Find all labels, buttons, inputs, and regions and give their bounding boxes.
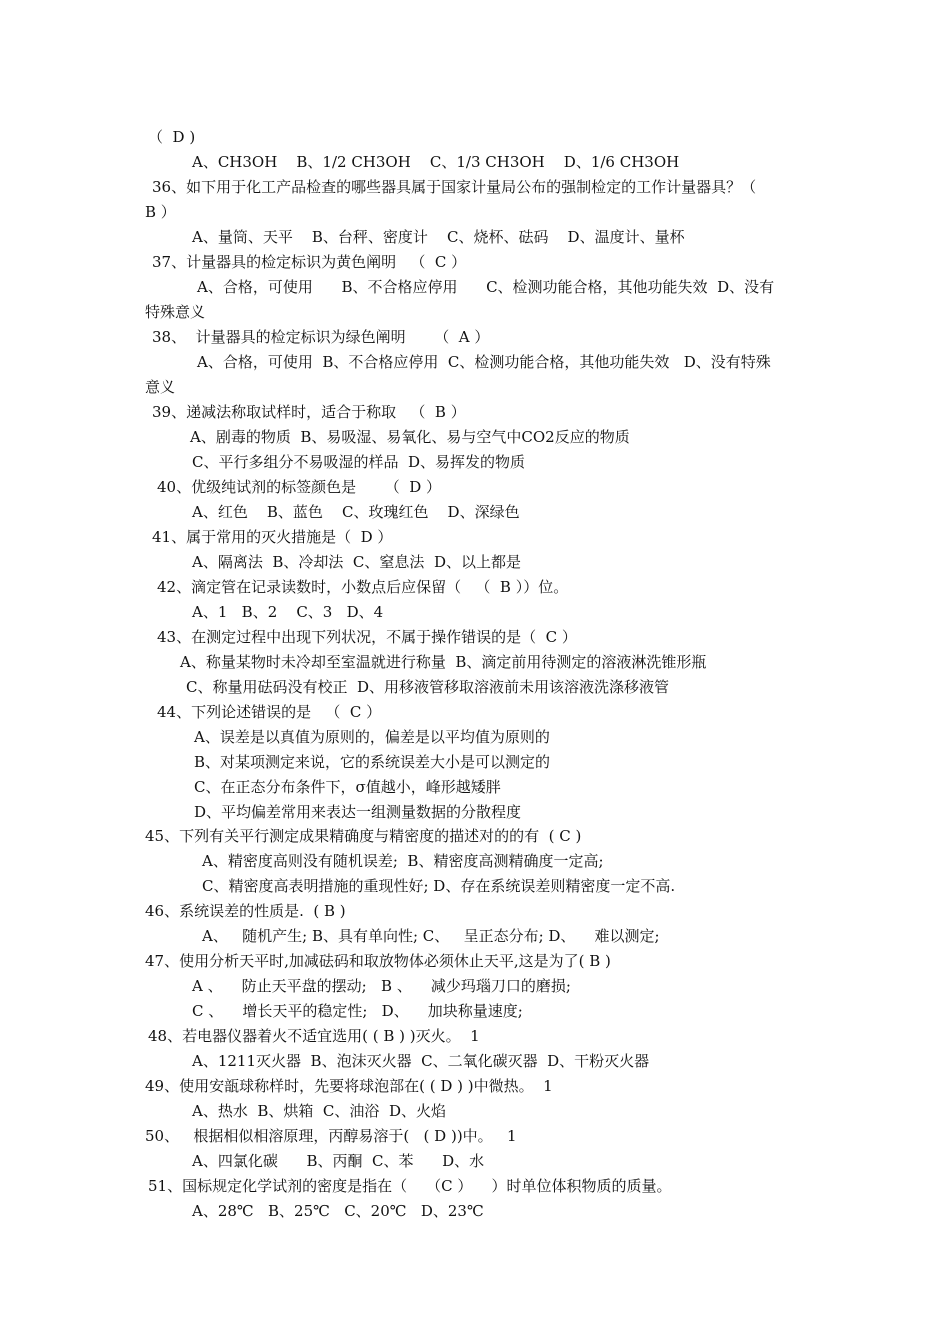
question-line: 37、计量器具的检定标识为黄色阐明 （ C ） <box>152 253 467 271</box>
option-line: A、量筒、天平 B、台秤、密度计 C、烧杯、砝码 D、温度计、量杯 <box>192 228 685 246</box>
question-line: 38、 计量器具的检定标识为绿色阐明 （ A ） <box>152 328 490 346</box>
option-line: A、合格，可使用 B、不合格应停用 C、检测功能合格，其他功能失效 D、没有特殊 <box>197 353 771 371</box>
question-line: 49、使用安瓿球称样时，先要将球泡部在( ( D ) )中微热。 1 <box>145 1077 553 1095</box>
option-line: A、精密度高则没有随机误差; B、精密度高测精确度一定高; <box>202 852 604 870</box>
question-line: 47、使用分析天平时,加减砝码和取放物体必须休止天平,这是为了( B ) <box>145 952 611 970</box>
option-line: C、在正态分布条件下，σ值越小，峰形越矮胖 <box>194 778 501 796</box>
option-line: A、CH3OH B、1/2 CH3OH C、1/3 CH3OH D、1/6 CH3OH <box>192 153 680 171</box>
option-line: C、精密度高表明措施的重现性好; D、存在系统误差则精密度一定不高. <box>202 877 676 895</box>
option-line: A、热水 B、烘箱 C、油浴 D、火焰 <box>192 1102 446 1120</box>
option-line: A、剧毒的物质 B、易吸湿、易氧化、易与空气中CO2反应的物质 <box>190 428 630 446</box>
question-line: 48、若电器仪器着火不适宜选用( ( B ) )灭火。 1 <box>148 1027 480 1045</box>
option-line: A、 随机产生; B、具有单向性; C、 呈正态分布; D、 难以测定; <box>202 927 660 945</box>
option-line: A、1 B、2 C、3 D、4 <box>192 603 384 621</box>
question-line: 41、属于常用的灭火措施是（ D ） <box>152 528 393 546</box>
option-line: A、1211灭火器 B、泡沫灭火器 C、二氧化碳灭器 D、干粉灭火器 <box>192 1052 650 1070</box>
option-line: A、合格，可使用 B、不合格应停用 C、检测功能合格，其他功能失效 D、没有 <box>197 278 775 296</box>
option-line: A、四氯化碳 B、丙酮 C、苯 D、水 <box>192 1152 485 1170</box>
question-line: 43、在测定过程中出现下列状况，不属于操作错误的是（ C ） <box>157 628 577 646</box>
option-line: B、对某项测定来说，它的系统误差大小是可以测定的 <box>194 753 551 771</box>
question-line: 36、如下用于化工产品检查的哪些器具属于国家计量局公布的强制检定的工作计量器具？（ <box>152 178 757 196</box>
option-line: A、误差是以真值为原则的，偏差是以平均值为原则的 <box>194 728 550 746</box>
option-line: A、28℃ B、25℃ C、20℃ D、23℃ <box>192 1202 484 1220</box>
question-line: 45、下列有关平行测定成果精确度与精密度的描述对的的有 ( C ) <box>145 827 582 845</box>
question-line: 51、国标规定化学试剂的密度是指在（ （C ） ）时单位体积物质的质量。 <box>148 1177 672 1195</box>
question-line: 44、下列论述错误的是 （ C ） <box>157 703 382 721</box>
option-line: A、称量某物时未冷却至室温就进行称量 B、滴定前用待测定的溶液淋洗锥形瓶 <box>180 653 707 671</box>
question-line: 50、 根据相似相溶原理，丙醇易溶于( ( D ))中。 1 <box>145 1127 517 1145</box>
question-line: 40、优级纯试剂的标签颜色是 （ D ） <box>157 478 442 496</box>
option-line: A、隔离法 B、冷却法 C、窒息法 D、以上都是 <box>192 553 521 571</box>
question-line: 39、递减法称取试样时，适合于称取 （ B ） <box>152 403 466 421</box>
text-line: 意义 <box>145 378 176 396</box>
option-line: A 、 防止天平盘的摆动; B 、 减少玛瑙刀口的磨损; <box>192 977 571 995</box>
option-line: D、平均偏差常用来表达一组测量数据的分散程度 <box>194 803 522 821</box>
text-line: B ） <box>145 203 176 221</box>
option-line: C 、 增长天平的稳定性; D、 加块称量速度; <box>192 1002 523 1020</box>
option-line: C、称量用砝码没有校正 D、用移液管移取溶液前未用该溶液洗涤移液管 <box>186 678 670 696</box>
text-line: 特殊意义 <box>145 303 206 321</box>
text-line: （ D ) <box>148 128 196 146</box>
option-line: A、红色 B、蓝色 C、玫瑰红色 D、深绿色 <box>192 503 520 521</box>
option-line: C、平行多组分不易吸湿的样品 D、易挥发的物质 <box>192 453 526 471</box>
question-line: 42、滴定管在记录读数时，小数点后应保留（ （ B ））位。 <box>157 578 569 596</box>
question-line: 46、系统误差的性质是. ( B ) <box>145 902 346 920</box>
